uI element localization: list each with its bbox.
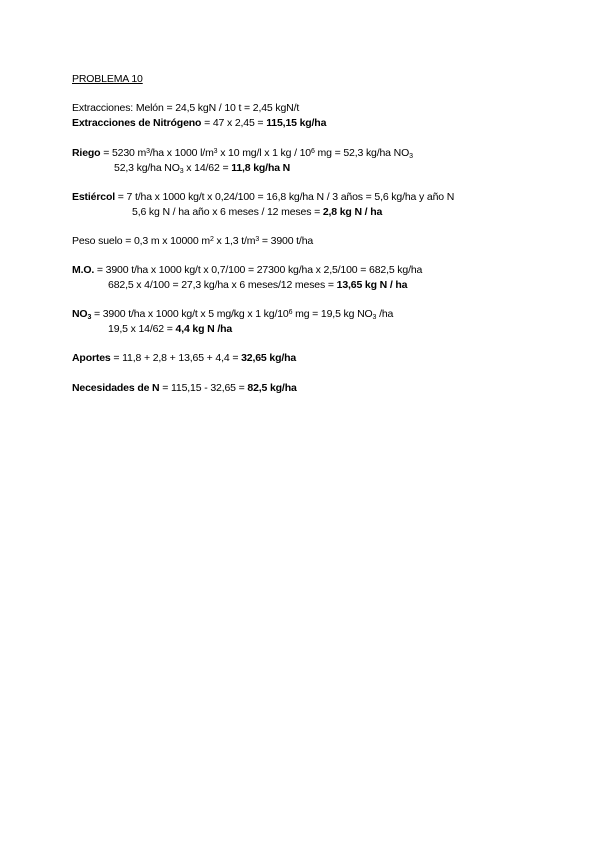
necesidades-result: 82,5 kg/ha [247, 382, 297, 394]
necesidades-expression: = 115,15 - 32,65 = [159, 382, 248, 394]
subscript: 3 [372, 314, 377, 321]
peso-suelo-text: Peso suelo = 0,3 m x 10000 m [72, 235, 210, 247]
riego-text: 52,3 kg/ha NO [114, 162, 180, 174]
no3-label [72, 308, 91, 320]
necesidades-line [72, 382, 297, 394]
necesidades-label: Necesidades de N [72, 382, 160, 394]
superscript: 6 [288, 309, 293, 316]
mo-label: M.O. [72, 264, 95, 276]
superscript: 3 [146, 148, 150, 155]
superscript: 3 [213, 148, 218, 155]
superscript: 3 [255, 236, 260, 243]
aportes-expression: = 11,8 + 2,8 + 13,65 + 4,4 = [110, 352, 242, 364]
superscript: 2 [209, 236, 214, 243]
subscript: 3 [87, 314, 92, 321]
riego-result: 11,8 kg/ha N [231, 162, 291, 174]
mo-line-2 [108, 279, 407, 291]
aportes-result: 32,65 kg/ha [241, 352, 297, 364]
mo-line-1 [72, 264, 422, 276]
peso-suelo-text: x 1,3 t/m [213, 235, 256, 247]
estiercol-line-1 [72, 191, 454, 203]
no3-result: 4,4 kg N /ha [175, 323, 233, 335]
mo-text: 682,5 x 4/100 = 27,3 kg/ha x 6 meses/12 meses = [108, 279, 337, 291]
extracciones-line-1: Extracciones: Melón = 24,5 kgN / 10 t = 2,45 kgN/t [72, 102, 300, 114]
aportes-line [72, 352, 296, 364]
estiercol-line-2 [132, 206, 382, 218]
extracciones-line-2 [72, 117, 326, 129]
subscript: 3 [409, 153, 413, 160]
riego-text: mg = 52,3 kg/ha NO [314, 147, 410, 159]
subscript: 3 [179, 168, 184, 175]
mo-result: 13,65 kg N / ha [336, 279, 408, 291]
no3-text: = 3900 t/ha x 1000 kg/t x 5 mg/kg x 1 kg/10 [91, 308, 289, 320]
riego-text: /ha x 1000 l/m [149, 147, 214, 159]
extracciones-label: Extracciones de Nitrógeno [72, 117, 202, 129]
no3-line-2 [108, 323, 232, 335]
estiercol-text: = 7 t/ha x 1000 kg/t x 0,24/100 = 16,8 kg/ha N / 3 años = 5,6 kg/ha y año N [115, 191, 455, 203]
no3-label-text: NO [72, 308, 88, 320]
extracciones-result: 115,15 kg/ha [266, 117, 327, 129]
superscript: 6 [311, 148, 315, 155]
extracciones-expression: = 47 x 2,45 = [201, 117, 267, 129]
problem-title: PROBLEMA 10 [72, 73, 143, 85]
estiercol-result: 2,8 kg N / ha [322, 206, 383, 218]
no3-text: 19,5 x 14/62 = [108, 323, 176, 335]
mo-text: = 3900 t/ha x 1000 kg/t x 0,7/100 = 27300 kg/ha x 2,5/100 = 682,5 kg/ha [94, 264, 423, 276]
riego-line-1 [72, 147, 413, 159]
riego-text: x 10 mg/l x 1 kg / 10 [217, 147, 312, 159]
estiercol-text: 5,6 kg N / ha año x 6 meses / 12 meses = [132, 206, 323, 218]
estiercol-label: Estiércol [72, 191, 116, 203]
no3-text: /ha [376, 308, 394, 320]
riego-line-2 [114, 162, 290, 174]
no3-text: mg = 19,5 kg NO [292, 308, 373, 320]
peso-suelo-text: = 3900 t/ha [259, 235, 314, 247]
riego-label: Riego [72, 147, 101, 159]
peso-suelo-line [72, 235, 313, 247]
riego-text: x 14/62 = [183, 162, 232, 174]
no3-line-1 [72, 308, 393, 320]
riego-text: = 5230 m [100, 147, 147, 159]
aportes-label: Aportes [72, 352, 111, 364]
